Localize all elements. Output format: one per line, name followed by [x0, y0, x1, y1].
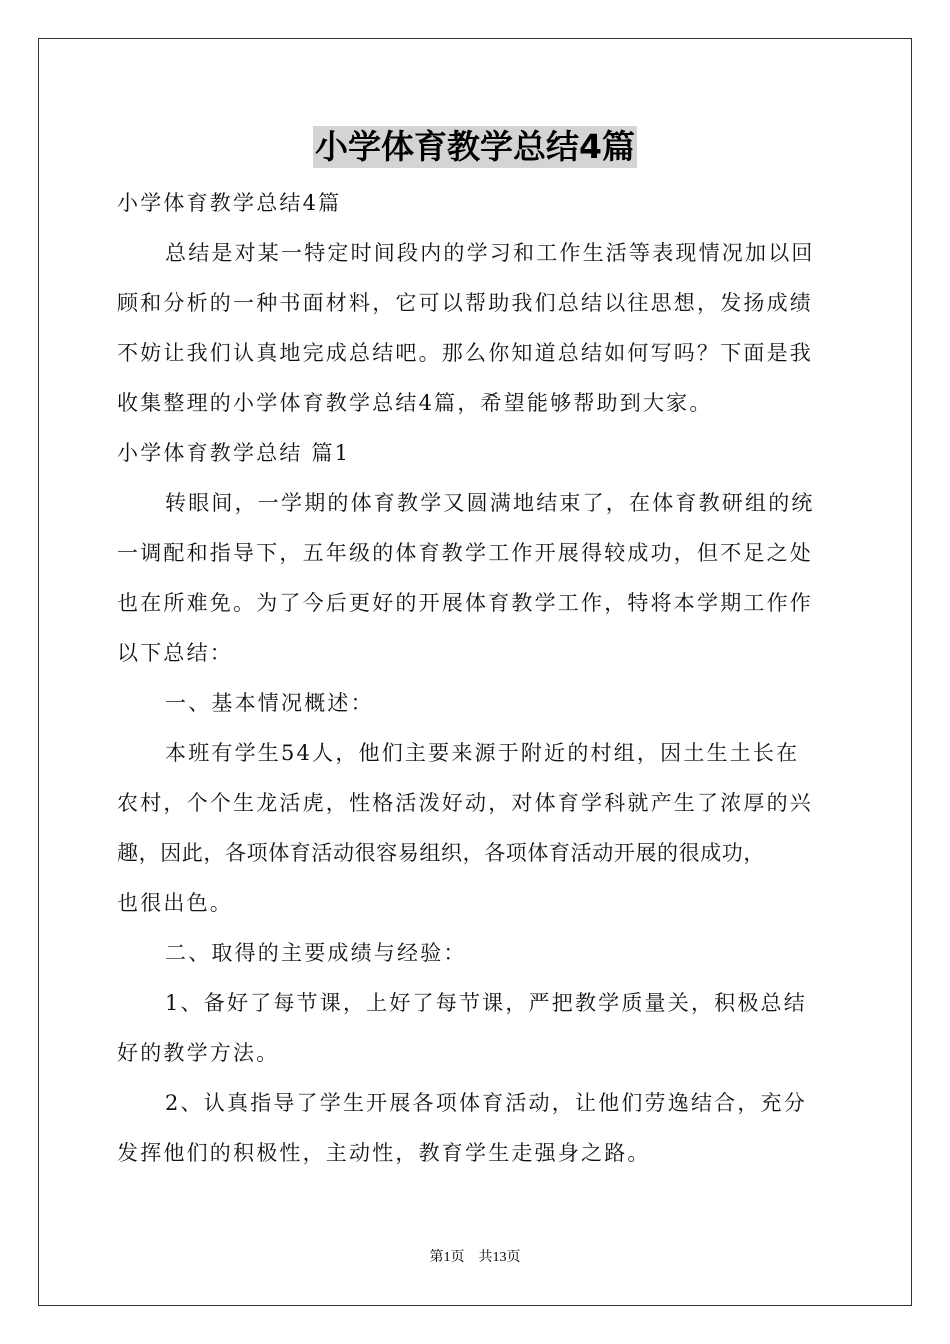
paragraph-line: 好的教学方法。 [117, 1041, 280, 1065]
paragraph-line: 农村，个个生龙活虎，性格活泼好动，对体育学科就产生了浓厚的兴 [117, 791, 813, 815]
paragraph-line: 趣，因此，各项体育活动很容易组织，各项体育活动开展的很成功， [117, 841, 765, 865]
paragraph-line: 发挥他们的积极性，主动性，教育学生走强身之路。 [117, 1141, 651, 1165]
document-title: 小学体育教学总结4篇 [315, 127, 635, 166]
subsection-heading: 一、基本情况概述： [165, 691, 374, 715]
title-container [0, 126, 950, 168]
paragraph-line: 2、认真指导了学生开展各项体育活动，让他们劳逸结合，充分 [165, 1091, 807, 1115]
paragraph-line: 本班有学生54人，他们主要来源于附近的村组，因土生土长在 [165, 741, 800, 765]
paragraph-line: 总结是对某一特定时间段内的学习和工作生活等表现情况加以回 [165, 241, 815, 265]
paragraph-line: 不妨让我们认真地完成总结吧。那么你知道总结如何写吗？下面是我 [117, 341, 813, 365]
paragraph-line: 一调配和指导下，五年级的体育教学工作开展得较成功，但不足之处 [117, 541, 813, 565]
paragraph-line: 顾和分析的一种书面材料，它可以帮助我们总结以往思想，发扬成绩 [117, 291, 813, 315]
page-total: 共13页 [478, 1250, 521, 1265]
paragraph-line: 也在所难免。为了今后更好的开展体育教学工作，特将本学期工作作 [117, 591, 813, 615]
section-heading: 小学体育教学总结 篇1 [117, 441, 351, 465]
paragraph-line: 收集整理的小学体育教学总结4篇，希望能够帮助到大家。 [117, 391, 713, 415]
paragraph-line: 转眼间，一学期的体育教学又圆满地结束了，在体育教研组的统 [165, 491, 815, 515]
page-number: 第1页 [429, 1250, 465, 1265]
paragraph-line: 以下总结： [117, 641, 233, 665]
paragraph-line: 1、备好了每节课，上好了每节课，严把教学质量关，积极总结 [165, 991, 807, 1015]
page-footer [0, 1246, 950, 1266]
subtitle-line: 小学体育教学总结4篇 [117, 191, 342, 215]
document-body [117, 178, 837, 1178]
subsection-heading: 二、取得的主要成绩与经验： [165, 941, 467, 965]
paragraph-line: 也很出色。 [117, 891, 233, 915]
